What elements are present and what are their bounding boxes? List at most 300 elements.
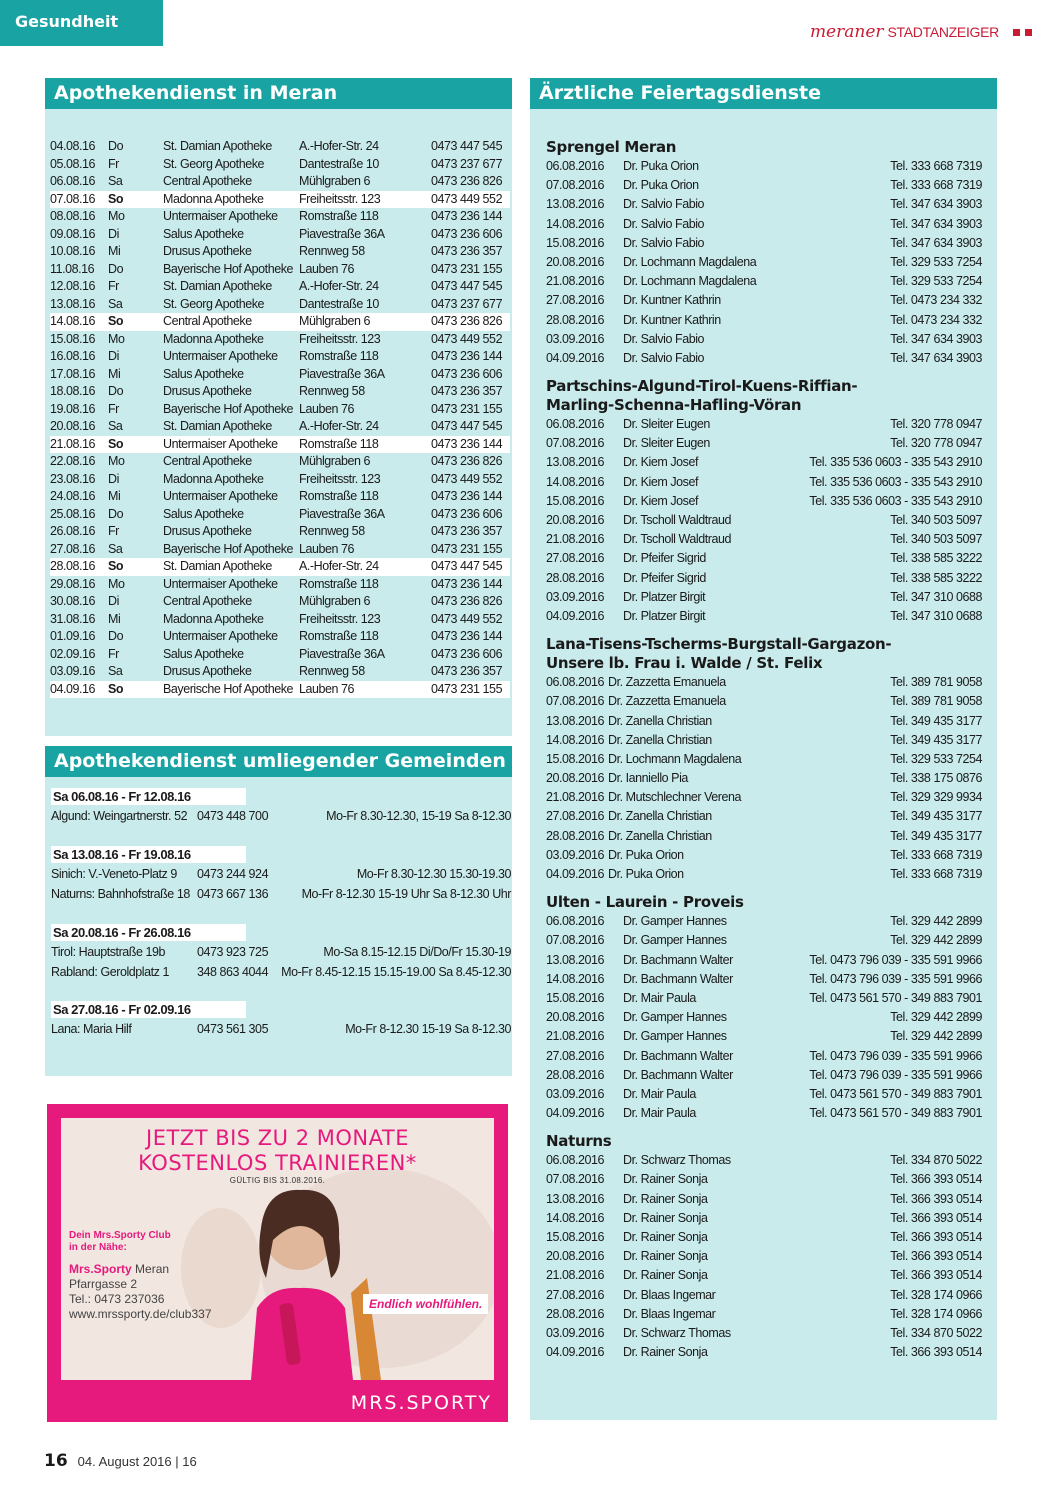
pharmacy-row — [50, 208, 510, 226]
doctor-date: 14.08.2016 — [546, 474, 605, 489]
umliegend-place: Lana: Maria Hilf — [51, 1022, 132, 1036]
pharmacy-name: Untermaiser Apotheke — [163, 349, 278, 363]
pharmacy-addr: Romstraße 118 — [299, 489, 379, 503]
brand-script: meraner — [809, 22, 884, 42]
pharmacy-row — [50, 138, 510, 156]
pharmacy-row — [50, 681, 510, 699]
doctor-name: Dr. Tscholl Waldtraud — [623, 513, 731, 527]
umliegend-hours: Mo-Fr 8.30-12.30 15.30-19.30 — [356, 867, 511, 881]
umliegend-title: Apothekendienst umliegender Gemeinden — [45, 746, 512, 777]
pharmacy-day: Sa — [108, 174, 123, 188]
doctor-tel: Tel. 349 435 3177 — [890, 828, 982, 843]
umliegend-hours: Mo-Fr 8.45-12.15 15.15-19.00 Sa 8.45-12.30 — [281, 965, 511, 979]
doctor-tel: Tel. 329 533 7254 — [890, 751, 982, 766]
doctor-date: 07.08.2016 — [546, 933, 605, 948]
pharmacy-date: 27.08.16 — [50, 541, 96, 556]
doctor-row — [546, 215, 982, 234]
pharmacy-tel: 0473 231 155 — [431, 261, 503, 276]
pharmacy-addr: Lauben 76 — [299, 261, 355, 276]
pharmacy-name: St. Damian Apotheke — [163, 559, 272, 573]
doctor-tel: Tel. 333 668 7319 — [890, 159, 982, 173]
doctor-date: 27.08.2016 — [546, 551, 605, 566]
doctor-row — [546, 989, 982, 1008]
doctor-tel: Tel. 338 585 3222 — [890, 551, 982, 566]
doctor-tel: Tel. 349 435 3177 — [890, 732, 982, 747]
pharmacy-date: 10.08.16 — [50, 244, 96, 258]
pharmacy-tel: 0473 447 545 — [431, 419, 503, 433]
doctor-date: 13.08.2016 — [546, 713, 605, 728]
pharmacy-date: 21.08.16 — [50, 436, 96, 451]
doctor-date: 20.08.2016 — [546, 771, 605, 786]
doctor-row — [546, 1151, 982, 1170]
doctor-region-line: Marling-Schenna-Hafling-Vöran — [546, 396, 802, 415]
pharmacy-row — [50, 646, 510, 664]
doctor-row — [546, 1008, 982, 1027]
doctor-date: 27.08.2016 — [546, 1287, 605, 1302]
pharmacy-addr: Piavestraße 36A — [299, 366, 385, 381]
umliegend-row — [51, 864, 511, 884]
doctor-tel: Tel. 334 870 5022 — [890, 1325, 982, 1340]
ad-address: Mrs.Sporty Meran Pfarrgasse 2 Tel.: 0473 237036 www.mrssporty.de/club337 — [69, 1262, 249, 1322]
doctor-name: Dr. Lochmann Magdalena — [623, 274, 757, 289]
pharmacy-name: St. Georg Apotheke — [163, 156, 265, 171]
pharmacy-tel: 0473 449 552 — [431, 471, 503, 486]
pharmacy-addr: Mühlgraben 6 — [299, 314, 371, 328]
doctor-row — [546, 1085, 982, 1104]
doctor-name: Dr. Rainer Sonja — [623, 1268, 708, 1283]
pharmacy-tel: 0473 447 545 — [431, 139, 503, 153]
pharmacy-date: 04.08.16 — [50, 139, 96, 153]
doctor-date: 15.08.2016 — [546, 1230, 605, 1244]
doctor-date: 07.08.2016 — [546, 436, 605, 451]
pharmacy-name: Bayerische Hof Apotheke — [163, 541, 294, 556]
issue-date: 04. August 2016 | 16 — [77, 1454, 197, 1469]
doctor-tel: Tel. 329 442 2899 — [890, 1010, 982, 1025]
pharmacy-tel: 0473 449 552 — [431, 331, 503, 346]
doctor-row — [546, 1247, 982, 1266]
pharmacy-name: Bayerische Hof Apotheke — [163, 401, 294, 416]
umliegend-row — [51, 1019, 511, 1039]
pharmacy-addr: Rennweg 58 — [299, 664, 365, 678]
doctor-date: 04.09.2016 — [546, 608, 605, 623]
doctor-name: Dr. Platzer Birgit — [623, 589, 706, 604]
doctor-row — [546, 1266, 982, 1285]
pharmacy-name: Untermaiser Apotheke — [163, 436, 278, 451]
doctor-name: Dr. Zanella Christian — [608, 828, 712, 843]
umliegend-row — [51, 942, 511, 962]
doctor-row — [546, 692, 982, 711]
pharmacy-name: Central Apotheke — [163, 314, 252, 328]
doctor-tel: Tel. 0473 561 570 - 349 883 7901 — [809, 1086, 982, 1101]
pharmacy-day: Mi — [108, 489, 121, 503]
doctor-tel: Tel. 329 442 2899 — [890, 914, 982, 929]
umliegend-block — [51, 846, 511, 904]
doctor-row — [546, 434, 982, 453]
doctor-tel: Tel. 320 778 0947 — [890, 417, 982, 432]
pharmacy-day: Do — [108, 139, 124, 153]
pharmacy-name: Salus Apotheke — [163, 226, 244, 241]
doctor-row — [546, 272, 982, 291]
doctor-name: Dr. Bachmann Walter — [623, 1067, 733, 1082]
doctor-name: Dr. Platzer Birgit — [623, 608, 706, 623]
pharmacy-addr: Romstraße 118 — [299, 629, 379, 643]
pharmacy-row — [50, 558, 510, 576]
pharmacy-name: St. Damian Apotheke — [163, 419, 272, 433]
pharmacy-addr: Dantestraße 10 — [299, 156, 379, 171]
doctor-row — [546, 970, 982, 989]
doctor-row — [546, 195, 982, 214]
doctor-date: 03.09.2016 — [546, 589, 605, 604]
pharmacy-day: Fr — [108, 646, 119, 661]
pharmacy-addr: Freiheitsstr. 123 — [299, 191, 381, 206]
doctor-tel: Tel. 0473 796 039 - 335 591 9966 — [809, 1048, 982, 1063]
doctor-name: Dr. Rainer Sonja — [623, 1345, 708, 1360]
doctor-name: Dr. Kiem Josef — [623, 493, 698, 508]
pharmacy-row — [50, 488, 510, 506]
doctor-name: Dr. Zazzetta Emanuela — [608, 675, 726, 690]
doctor-date: 28.08.2016 — [546, 1306, 605, 1321]
pharmacy-day: Mo — [108, 576, 125, 591]
doctor-date: 07.08.2016 — [546, 178, 605, 193]
pharmacy-tel: 0473 236 144 — [431, 489, 503, 503]
doctor-date: 06.08.2016 — [546, 417, 605, 432]
doctors-list — [546, 136, 982, 1362]
ad-website-link[interactable]: www.mrssporty.de/club337 — [69, 1307, 212, 1321]
doctor-name: Dr. Salvio Fabio — [623, 350, 705, 365]
doctor-tel: Tel. 366 393 0514 — [890, 1345, 982, 1360]
doctor-tel: Tel. 335 536 0603 - 335 543 2910 — [809, 493, 982, 508]
doctor-name: Dr. Puka Orion — [608, 847, 684, 862]
doctor-row — [546, 931, 982, 950]
umliegend-hours: Mo-Fr 8.30-12.30, 15-19 Sa 8-12.30 — [326, 809, 511, 823]
doctor-tel: Tel. 333 668 7319 — [890, 847, 982, 862]
doctor-date: 06.08.2016 — [546, 1153, 605, 1168]
doctor-date: 06.08.2016 — [546, 914, 605, 929]
pharmacy-name: Bayerische Hof Apotheke — [163, 681, 294, 696]
doctor-date: 07.08.2016 — [546, 1172, 605, 1187]
doctor-tel: Tel. 366 393 0514 — [890, 1172, 982, 1187]
doctor-name: Dr. Salvio Fabio — [623, 331, 705, 346]
pharmacy-date: 31.08.16 — [50, 611, 96, 626]
doctor-region-line: Partschins-Algund-Tirol-Kuens-Riffian- — [546, 377, 858, 396]
pharmacy-row — [50, 173, 510, 191]
pharmacy-row — [50, 296, 510, 314]
doctor-name: Dr. Rainer Sonja — [623, 1230, 708, 1244]
umliegend-block — [51, 1001, 511, 1039]
pharmacy-tel: 0473 236 357 — [431, 244, 503, 258]
doctor-row — [546, 769, 982, 788]
pharmacy-day: Do — [108, 384, 124, 398]
pharmacy-day: Mo — [108, 209, 125, 223]
mrs-sporty-ad[interactable] — [47, 1104, 508, 1422]
pharmacy-day: So — [108, 681, 124, 696]
pharmacy-day: So — [108, 436, 124, 451]
pharmacy-tel: 0473 236 826 — [431, 314, 503, 328]
doctor-row — [546, 349, 982, 368]
doctor-tel: Tel. 347 634 3903 — [890, 331, 982, 346]
pharmacy-tel: 0473 236 826 — [431, 454, 503, 468]
doctor-name: Dr. Salvio Fabio — [623, 197, 705, 212]
pharmacy-row — [50, 611, 510, 629]
ad-headline: JETZT BIS ZU 2 MONATE KOSTENLOS TRAINIEREN* — [138, 1126, 417, 1175]
doctor-tel: Tel. 389 781 9058 — [890, 675, 982, 690]
pharmacy-addr: Piavestraße 36A — [299, 226, 385, 241]
doctor-tel: Tel. 0473 234 332 — [890, 312, 982, 327]
umliegend-tel: 0473 244 924 — [197, 867, 269, 881]
doctor-row — [546, 253, 982, 272]
doctor-name: Dr. Zazzetta Emanuela — [608, 694, 726, 709]
pharmacy-tel: 0473 236 606 — [431, 226, 503, 241]
pharmacy-row — [50, 471, 510, 489]
doctor-row — [546, 750, 982, 769]
pharmacy-day: So — [108, 191, 124, 206]
umliegend-place: Tirol: Hauptstraße 19b — [51, 945, 165, 959]
doctor-name: Dr. Sleiter Eugen — [623, 436, 710, 451]
pharmacy-addr: A.-Hofer-Str. 24 — [299, 419, 379, 433]
doctor-tel: Tel. 334 870 5022 — [890, 1153, 982, 1168]
doctor-name: Dr. Kiem Josef — [623, 455, 698, 470]
umliegend-tel: 0473 667 136 — [197, 887, 269, 901]
doctor-row — [546, 291, 982, 310]
pharmacy-tel: 0473 236 144 — [431, 576, 503, 591]
pharmacy-row — [50, 191, 510, 209]
pharmacy-day: Mi — [108, 611, 121, 626]
pharmacy-addr: Lauben 76 — [299, 541, 355, 556]
doctor-name: Dr. Pfeifer Sigrid — [623, 570, 706, 585]
doctor-tel: Tel. 340 503 5097 — [890, 513, 982, 527]
pharmacy-date: 20.08.16 — [50, 419, 96, 433]
pharmacy-day: So — [108, 314, 124, 328]
doctor-row — [546, 1228, 982, 1247]
doctor-region-line: Ulten - Laurein - Proveis — [546, 893, 744, 912]
pharmacy-tel: 0473 236 357 — [431, 664, 503, 678]
doctor-name: Dr. Lochmann Magdalena — [608, 751, 742, 766]
pharmacy-row — [50, 348, 510, 366]
pharmacy-name: Madonna Apotheke — [163, 471, 264, 486]
doctor-tel: Tel. 366 393 0514 — [890, 1210, 982, 1225]
doctor-region-title — [546, 377, 982, 415]
doctor-date: 28.08.2016 — [546, 1067, 605, 1082]
pharmacy-title: Apothekendienst in Meran — [45, 78, 512, 109]
doctor-date: 27.08.2016 — [546, 293, 605, 308]
doctor-tel: Tel. 366 393 0514 — [890, 1191, 982, 1206]
pharmacy-date: 25.08.16 — [50, 506, 96, 521]
pharmacy-row — [50, 663, 510, 681]
doctor-name: Dr. Mair Paula — [623, 1086, 696, 1101]
umliegend-period: Sa 06.08.16 - Fr 12.08.16 — [51, 788, 246, 805]
pharmacy-name: Madonna Apotheke — [163, 191, 264, 206]
pharmacy-row — [50, 331, 510, 349]
pharmacy-day: Do — [108, 506, 124, 521]
doctor-tel: Tel. 347 634 3903 — [890, 216, 982, 231]
umliegend-row — [51, 806, 511, 826]
pharmacy-day: Di — [108, 226, 119, 241]
pharmacy-name: St. Damian Apotheke — [163, 139, 272, 153]
pharmacy-date: 26.08.16 — [50, 524, 96, 538]
pharmacy-day: Fr — [108, 279, 119, 293]
publication-logo — [810, 22, 1032, 42]
doctor-region-title — [546, 1132, 982, 1151]
doctor-row — [546, 1066, 982, 1085]
pharmacy-addr: Rennweg 58 — [299, 384, 365, 398]
pharmacy-day: Mi — [108, 244, 121, 258]
pharmacy-row — [50, 278, 510, 296]
pharmacy-date: 15.08.16 — [50, 331, 96, 346]
pharmacy-name: Madonna Apotheke — [163, 611, 264, 626]
pharmacy-table — [50, 138, 510, 698]
doctor-name: Dr. Kuntner Kathrin — [623, 312, 721, 327]
doctor-tel: Tel. 349 435 3177 — [890, 809, 982, 824]
doctor-date: 27.08.2016 — [546, 809, 605, 824]
pharmacy-date: 02.09.16 — [50, 646, 96, 661]
umliegend-tel: 0473 448 700 — [197, 809, 269, 823]
doctor-name: Dr. Kuntner Kathrin — [623, 293, 721, 308]
doctor-name: Dr. Sleiter Eugen — [623, 417, 710, 432]
pharmacy-row — [50, 366, 510, 384]
doctor-date: 28.08.2016 — [546, 312, 605, 327]
umliegend-place: Sinich: V.-Veneto-Platz 9 — [51, 867, 177, 881]
pharmacy-day: Mi — [108, 366, 121, 381]
pharmacy-day: Sa — [108, 541, 123, 556]
pharmacy-name: Untermaiser Apotheke — [163, 489, 278, 503]
ad-slogan: Endlich wohlfühlen. — [363, 1294, 488, 1314]
pharmacy-tel: 0473 236 606 — [431, 646, 503, 661]
doctor-row — [546, 807, 982, 826]
pharmacy-addr: A.-Hofer-Str. 24 — [299, 559, 379, 573]
pharmacy-name: Drusus Apotheke — [163, 384, 252, 398]
doctor-name: Dr. Bachmann Walter — [623, 1048, 733, 1063]
pharmacy-tel: 0473 447 545 — [431, 279, 503, 293]
pharmacy-name: Central Apotheke — [163, 594, 252, 608]
pharmacy-tel: 0473 231 155 — [431, 681, 503, 696]
doctor-date: 14.08.2016 — [546, 971, 605, 986]
pharmacy-date: 09.08.16 — [50, 226, 96, 241]
doctor-name: Dr. Rainer Sonja — [623, 1172, 708, 1187]
brand-caps: STADTANZEIGER — [887, 24, 999, 40]
umliegend-period: Sa 27.08.16 - Fr 02.09.16 — [51, 1001, 246, 1018]
doctor-date: 03.09.2016 — [546, 1325, 605, 1340]
doctor-tel: Tel. 347 634 3903 — [890, 197, 982, 212]
pharmacy-tel: 0473 447 545 — [431, 559, 503, 573]
doctor-region-line: Sprengel Meran — [546, 138, 677, 156]
doctor-date: 14.08.2016 — [546, 1210, 605, 1225]
section-tag: Gesundheit — [0, 0, 163, 46]
pharmacy-name: Bayerische Hof Apotheke — [163, 261, 294, 276]
pharmacy-tel: 0473 236 606 — [431, 506, 503, 521]
pharmacy-row — [50, 418, 510, 436]
pharmacy-addr: A.-Hofer-Str. 24 — [299, 139, 379, 153]
pharmacy-day: Do — [108, 261, 124, 276]
pharmacy-addr: Piavestraße 36A — [299, 506, 385, 521]
doctor-row — [546, 1305, 982, 1324]
doctor-name: Dr. Rainer Sonja — [623, 1249, 708, 1264]
pharmacy-row — [50, 313, 510, 331]
doctor-row — [546, 1343, 982, 1362]
pharmacy-addr: Mühlgraben 6 — [299, 594, 371, 608]
umliegend-row — [51, 884, 511, 904]
doctor-name: Dr. Blaas Ingemar — [623, 1287, 716, 1302]
umliegend-period: Sa 20.08.16 - Fr 26.08.16 — [51, 924, 246, 941]
pharmacy-date: 23.08.16 — [50, 471, 96, 486]
doctor-tel: Tel. 333 668 7319 — [890, 867, 982, 881]
pharmacy-date: 08.08.16 — [50, 209, 96, 223]
pharmacy-tel: 0473 236 144 — [431, 209, 503, 223]
ad-club-label: Dein Mrs.Sporty Club in der Nähe: — [69, 1230, 171, 1253]
umliegend-tel: 348 863 4044 — [197, 965, 269, 979]
doctor-row — [546, 1324, 982, 1343]
doctor-tel: Tel. 366 393 0514 — [890, 1249, 982, 1264]
doctor-date: 04.09.2016 — [546, 867, 605, 881]
doctor-row — [546, 511, 982, 530]
doctor-tel: Tel. 347 634 3903 — [890, 235, 982, 250]
doctor-name: Dr. Zanella Christian — [608, 713, 712, 728]
doctor-region-title — [546, 138, 982, 157]
doctor-tel: Tel. 366 393 0514 — [890, 1230, 982, 1244]
pharmacy-addr: Freiheitsstr. 123 — [299, 611, 381, 626]
mrs-sporty-logo: MRS.SPORTY — [350, 1392, 492, 1414]
pharmacy-name: Salus Apotheke — [163, 646, 244, 661]
doctor-row — [546, 912, 982, 931]
doctor-date: 13.08.2016 — [546, 197, 605, 212]
doctor-row — [546, 492, 982, 511]
pharmacy-name: Drusus Apotheke — [163, 664, 252, 678]
doctor-row — [546, 1104, 982, 1123]
pharmacy-addr: Piavestraße 36A — [299, 646, 385, 661]
doctor-row — [546, 712, 982, 731]
pharmacy-addr: Romstraße 118 — [299, 576, 379, 591]
doctor-date: 20.08.2016 — [546, 254, 605, 269]
doctor-date: 15.08.2016 — [546, 990, 605, 1005]
doctor-row — [546, 865, 982, 884]
brand-dots-icon — [1013, 29, 1032, 36]
pharmacy-addr: Lauben 76 — [299, 681, 355, 696]
doctor-tel: Tel. 329 442 2899 — [890, 933, 982, 948]
doctor-name: Dr. Schwarz Thomas — [623, 1325, 731, 1340]
umliegend-tel: 0473 561 305 — [197, 1022, 269, 1036]
pharmacy-row — [50, 401, 510, 419]
doctor-name: Dr. Schwarz Thomas — [623, 1153, 731, 1168]
pharmacy-name: Madonna Apotheke — [163, 331, 264, 346]
pharmacy-date: 14.08.16 — [50, 314, 96, 328]
pharmacy-name: Salus Apotheke — [163, 366, 244, 381]
pharmacy-tel: 0473 237 677 — [431, 296, 503, 311]
umliegend-tel: 0473 923 725 — [197, 945, 269, 959]
doctor-row — [546, 176, 982, 195]
pharmacy-date: 22.08.16 — [50, 454, 96, 468]
doctor-row — [546, 951, 982, 970]
doctor-row — [546, 453, 982, 472]
pharmacy-tel: 0473 236 144 — [431, 436, 503, 451]
doctor-tel: Tel. 333 668 7319 — [890, 178, 982, 193]
pharmacy-date: 05.08.16 — [50, 156, 96, 171]
pharmacy-day: Fr — [108, 156, 119, 171]
pharmacy-row — [50, 226, 510, 244]
doctor-date: 27.08.2016 — [546, 1048, 605, 1063]
doctor-date: 21.08.2016 — [546, 532, 605, 547]
doctor-date: 21.08.2016 — [546, 1268, 605, 1283]
doctor-row — [546, 846, 982, 865]
doctor-name: Dr. Gamper Hannes — [623, 933, 727, 948]
doctor-tel: Tel. 0473 561 570 - 349 883 7901 — [809, 990, 982, 1005]
pharmacy-tel: 0473 236 144 — [431, 629, 503, 643]
doctor-date: 15.08.2016 — [546, 751, 605, 766]
pharmacy-tel: 0473 236 826 — [431, 174, 503, 188]
doctor-row — [546, 827, 982, 846]
doctor-date: 13.08.2016 — [546, 455, 605, 470]
doctors-title: Ärztliche Feiertagsdienste — [530, 78, 997, 109]
doctor-date: 03.09.2016 — [546, 1086, 605, 1101]
doctor-date: 15.08.2016 — [546, 235, 605, 250]
